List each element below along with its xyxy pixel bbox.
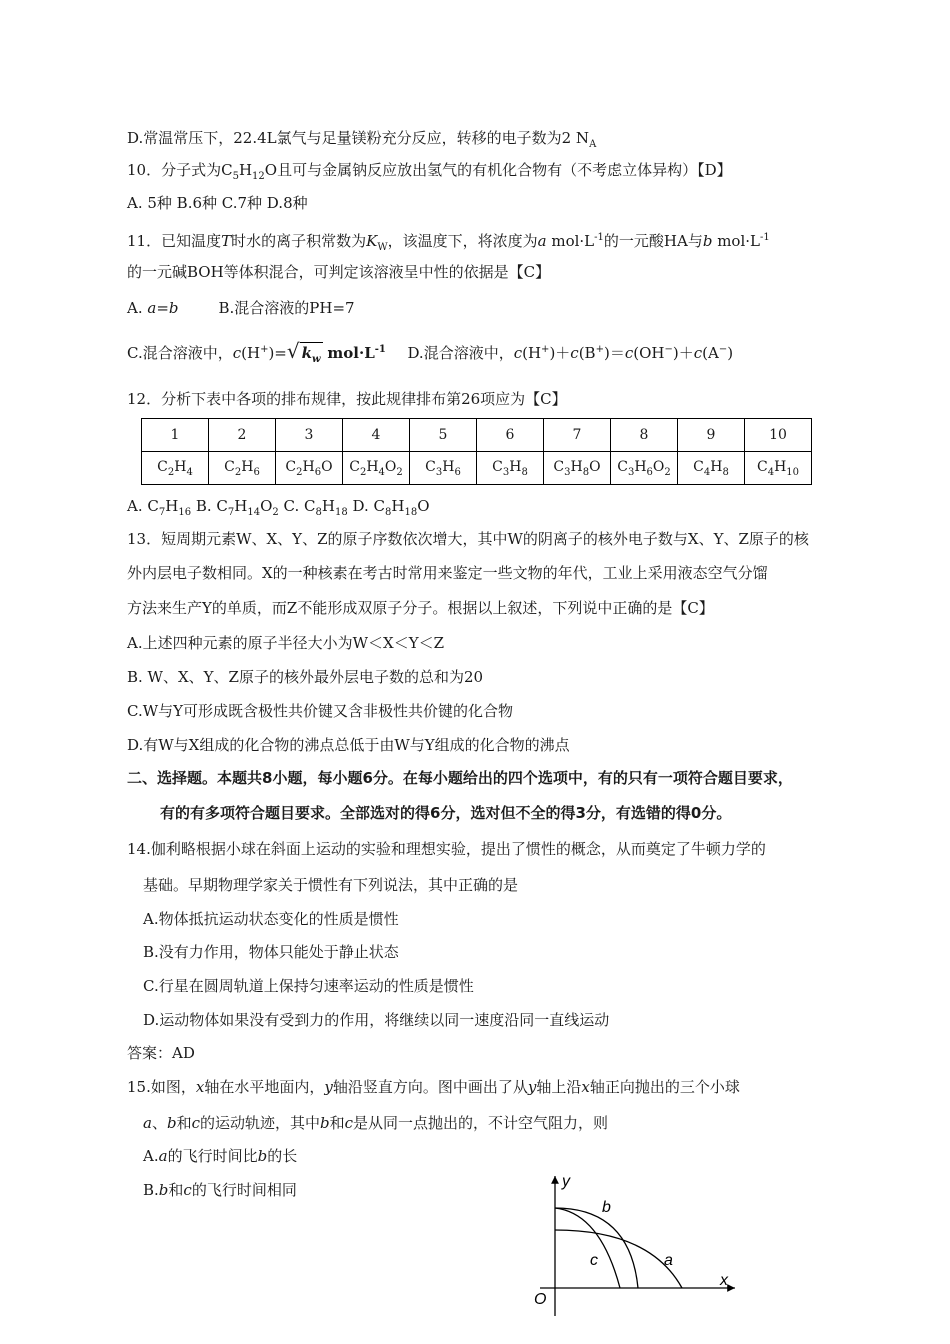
q11-options-ab — [127, 298, 355, 318]
q11-c4: c — [624, 344, 634, 362]
q15-l2-d: 和 — [329, 1114, 345, 1132]
element-symbol: H — [442, 458, 455, 475]
h-symbol: H — [391, 497, 405, 515]
element-count: 3 — [627, 466, 635, 478]
element-symbol: H — [366, 458, 379, 475]
element-count: 4 — [767, 466, 775, 478]
table-cell — [142, 452, 209, 485]
table-cell — [544, 452, 611, 485]
q12-option-h: 16 — [178, 507, 192, 518]
q12-option-label: A. C — [127, 497, 159, 515]
q12-option-c: 7 — [158, 507, 166, 518]
element-count: 4 — [378, 466, 385, 478]
element-symbol: H — [302, 458, 315, 475]
q15-a1: a — [143, 1114, 152, 1132]
q15-opt-a-end: 的长 — [267, 1147, 298, 1165]
q12-option-o: O — [260, 497, 273, 515]
table-header-cell: 9 — [678, 419, 745, 452]
q11-minus-1: − — [664, 344, 673, 355]
q12-option — [278, 497, 348, 518]
q10-c-sub: 5 — [232, 171, 239, 182]
table-header-cell: 4 — [343, 419, 410, 452]
q11-l1-e: 的一元酸HA与 — [603, 232, 703, 250]
table-header-row — [142, 419, 812, 452]
q11-c1: c — [232, 344, 242, 362]
q13-option-d: D.有W与X组成的化合物的沸点总低于由W与Y组成的化合物的沸点 — [127, 736, 570, 754]
q11-d-b: (B — [578, 344, 596, 362]
q15-opt-b-end: 的飞行时间相同 — [191, 1181, 297, 1199]
section2-line2: 有的有多项符合题目要求。全部选对的得6分，选对但不全的得3分，有选错的得0分。 — [160, 804, 732, 822]
table-cell — [678, 452, 745, 485]
q11-kw: K — [366, 232, 378, 250]
q12-option-osub: 2 — [272, 507, 279, 518]
element-count: 2 — [167, 466, 175, 478]
q11-d-eq: )＝ — [603, 344, 625, 362]
q15-b2: b — [320, 1114, 330, 1132]
element-symbol: H — [174, 458, 187, 475]
q11-neg1-c: -1 — [374, 344, 386, 355]
q12-option-label: D. C — [347, 497, 385, 515]
q13-line3: 方法来生产Y的单质，而Z不能形成双原子分子。根据以上叙述，下列说中正确的是【C】 — [127, 599, 714, 617]
q11-neg1-b: -1 — [760, 232, 770, 243]
table-cell — [611, 452, 678, 485]
element-count: 6 — [314, 466, 322, 478]
q10-stem-b: H — [238, 161, 253, 179]
element-count: 2 — [359, 466, 367, 478]
element-symbol: H — [509, 458, 522, 475]
table-cell — [209, 452, 276, 485]
q13-line1: 13．短周期元素W、X、Y、Z的原子序数依次增大，其中W的阴离子的核外电子数与X、Y、Z原子的核 — [127, 530, 809, 548]
q11-t: T — [221, 232, 232, 250]
q12-sequence-table — [141, 418, 812, 485]
q12-option — [347, 497, 430, 518]
q10-options: A. 5种 B.6种 C.7种 D.8种 — [127, 194, 308, 212]
element-symbol: C — [349, 458, 360, 475]
element-symbol: H — [710, 458, 723, 475]
q10-stem — [127, 160, 732, 187]
element-symbol: O — [589, 458, 601, 475]
q15-y1: y — [324, 1078, 333, 1096]
q10-stem-c: O且可与金属钠反应放出氢气的有机化合物有（不考虑立体异构）【D】 — [264, 161, 732, 179]
q11-line2: 的一元碱BOH等体积混合，可判定该溶液呈中性的依据是【C】 — [127, 263, 551, 281]
q11-k: k — [301, 344, 313, 362]
q11-c2: c — [513, 344, 523, 362]
element-count: 6 — [646, 466, 653, 478]
table-header-cell: 3 — [276, 419, 343, 452]
element-symbol: C — [756, 458, 768, 475]
element-symbol: C — [492, 458, 503, 475]
element-symbol: O — [652, 458, 665, 475]
q14-option-d: D.运动物体如果没有受到力的作用，将继续以同一速度沿同一直线运动 — [143, 1011, 610, 1029]
q12-option-h: 18 — [404, 507, 418, 518]
element-symbol: C — [224, 458, 235, 475]
q15-l2-b: 和 — [176, 1114, 192, 1132]
q15-l1-e: 轴正向抛出的三个小球 — [589, 1078, 740, 1096]
q10-stem-a: 10．分子式为C — [127, 161, 233, 179]
table-row — [142, 452, 812, 485]
element-count: 2 — [396, 466, 403, 478]
q12-option-label: B. C — [191, 497, 228, 515]
q11-d-oh: (OH — [633, 344, 665, 362]
q11-opt-d-label: D.混合溶液中， — [407, 344, 514, 362]
table-cell — [276, 452, 343, 485]
q15-opt-b-label: B. — [143, 1181, 159, 1199]
element-count: 8 — [722, 466, 729, 478]
q12-option-c: 8 — [384, 507, 392, 518]
element-count: 3 — [564, 466, 571, 478]
element-count: 3 — [435, 466, 443, 478]
q14-answer: 答案：AD — [127, 1044, 195, 1062]
q12-option — [127, 497, 192, 518]
q11-b: b — [702, 232, 713, 250]
q9-option-d — [127, 128, 596, 155]
label-origin: O — [534, 1291, 547, 1308]
element-count: 8 — [521, 466, 528, 478]
q15-l2-e: 是从同一点抛出的，不计空气阻力，则 — [353, 1114, 609, 1132]
q11-mol: mol·L — [327, 344, 375, 362]
element-symbol: C — [425, 458, 436, 475]
element-symbol: C — [553, 458, 565, 475]
q11-l1-c: ，该温度下，将浓度为 — [387, 232, 538, 250]
q11-plus-1: + — [260, 344, 269, 355]
element-count: 3 — [502, 466, 510, 478]
q11-line1 — [127, 228, 770, 258]
q11-d-a: (A — [702, 344, 719, 362]
q11-c3: c — [570, 344, 579, 362]
q11-minus-2: − — [718, 344, 728, 355]
h-symbol: H — [321, 497, 335, 515]
q15-l1-b: 轴在水平地面内， — [204, 1078, 325, 1096]
element-symbol: H — [570, 458, 583, 475]
table-header-cell: 7 — [544, 419, 611, 452]
q12-option-label: C. C — [278, 497, 316, 515]
projectile-trajectory-figure — [530, 1168, 745, 1318]
q15-option-b — [143, 1180, 297, 1200]
label-c: c — [590, 1252, 598, 1269]
q11-opt-a-label: A. — [127, 299, 148, 317]
table-cell — [343, 452, 410, 485]
q11-d-h: (H — [522, 344, 542, 362]
element-symbol: H — [774, 458, 787, 475]
element-symbol: O — [321, 458, 333, 475]
q12-option-o: O — [417, 497, 430, 515]
q11-kw2-sub: w — [312, 354, 321, 365]
h-symbol: H — [234, 497, 248, 515]
element-count: 2 — [664, 466, 671, 478]
element-count: 10 — [786, 466, 800, 478]
q11-d-close: ) — [727, 344, 734, 362]
q9-na-sub: A — [589, 139, 597, 150]
q15-line2 — [143, 1113, 608, 1133]
element-symbol: C — [157, 458, 168, 475]
q11-l1-a: 11．已知温度 — [127, 232, 222, 250]
element-count: 2 — [234, 466, 242, 478]
q12-options — [127, 496, 430, 523]
q11-opt-a-eq: a=b — [147, 299, 179, 317]
q10-h-sub: 12 — [252, 171, 265, 182]
q15-b3: b — [257, 1147, 268, 1165]
element-symbol: H — [241, 458, 254, 475]
element-count: 4 — [186, 466, 193, 478]
q15-x1: x — [195, 1078, 205, 1096]
q11-l1-d: mol·L — [546, 232, 595, 250]
label-x: x — [720, 1272, 728, 1289]
q15-opt-b-mid: 和 — [168, 1181, 184, 1199]
q12-option-c: 7 — [227, 507, 235, 518]
q11-plus-3: + — [595, 344, 604, 355]
element-count: 4 — [703, 466, 711, 478]
trajectory-a — [555, 1230, 682, 1288]
table-header-cell: 8 — [611, 419, 678, 452]
element-symbol: O — [384, 458, 397, 475]
q11-opt-b: B.混合溶液的PH=7 — [218, 299, 355, 317]
q15-l1-d: 轴上沿 — [536, 1078, 582, 1096]
q15-l1-c: 轴沿竖直方向。图中画出了从 — [332, 1078, 528, 1096]
section2-line1: 二、选择题。本题共8小题，每小题6分。在每小题给出的四个选项中，有的只有一项符合题目要求， — [127, 769, 793, 787]
table-cell — [410, 452, 477, 485]
q14-line2: 基础。早期物理学家关于惯性有下列说法，其中正确的是 — [143, 876, 519, 894]
q12-option-h: 18 — [334, 507, 348, 518]
q11-l1-f: mol·L — [712, 232, 760, 250]
table-header-cell: 2 — [209, 419, 276, 452]
q13-option-b: B. W、X、Y、Z原子的核外最外层电子数的总和为20 — [127, 668, 484, 686]
q15-option-a — [143, 1146, 297, 1166]
q15-l2-a: 、 — [151, 1114, 167, 1132]
q11-c5: c — [693, 344, 703, 362]
q12-stem: 12．分析下表中各项的排布规律，按此规律排布第26项应为【C】 — [127, 390, 567, 408]
q9-option-d-text: D.常温常压下，22.4L氯气与足量镁粉充分反应，转移的电子数为2 N — [127, 129, 590, 147]
table-header-cell: 10 — [745, 419, 812, 452]
label-y: y — [562, 1173, 570, 1190]
q11-d-plus2: )＋ — [672, 344, 694, 362]
q15-c3: c — [183, 1181, 192, 1199]
q15-a2: a — [158, 1147, 168, 1165]
table-cell — [477, 452, 544, 485]
element-count: 6 — [454, 466, 461, 478]
q15-opt-a-label: A. — [143, 1147, 159, 1165]
element-symbol: H — [634, 458, 647, 475]
element-count: 6 — [253, 466, 260, 478]
q15-x2: x — [581, 1078, 590, 1096]
q11-neg1-a: -1 — [594, 232, 604, 243]
element-symbol: C — [617, 458, 628, 475]
q11-a: a — [537, 232, 547, 250]
trajectory-c — [555, 1208, 620, 1288]
q11-d-plus: )＋ — [549, 344, 571, 362]
q15-c2: c — [344, 1114, 354, 1132]
q13-option-c: C.W与Y可形成既含极性共价键又含非极性共价键的化合物 — [127, 702, 514, 720]
q15-y2: y — [527, 1078, 537, 1096]
q14-line1: 14.伽利略根据小球在斜面上运动的实验和理想实验，提出了惯性的概念，从而奠定了牛顿力学的 — [127, 840, 766, 858]
element-symbol: C — [693, 458, 704, 475]
q13-line2: 外内层电子数相同。X的一种核素在考古时常用来鉴定一些文物的年代，工业上采用液态空气分馏 — [127, 564, 768, 582]
element-count: 8 — [582, 466, 590, 478]
q11-l1-b: 时水的离子积常数为 — [231, 232, 367, 250]
q15-b1: b — [166, 1114, 177, 1132]
label-b: b — [602, 1199, 611, 1216]
q11-options-cd — [127, 340, 733, 370]
element-count: 2 — [296, 466, 303, 478]
sqrt-icon: √ $k_w$ — [287, 341, 323, 370]
q14-option-a: A.物体抵抗运动状态变化的性质是惯性 — [143, 910, 399, 928]
q11-kw-sub: W — [377, 242, 388, 253]
q11-opt-c-label: C.混合溶液中， — [127, 344, 233, 362]
table-header-cell: 6 — [477, 419, 544, 452]
q15-c1: c — [191, 1114, 200, 1132]
q12-option — [191, 497, 279, 518]
table-cell — [745, 452, 812, 485]
q15-b4: b — [158, 1181, 169, 1199]
q11-plus-2: + — [541, 344, 550, 355]
table-header-cell: 5 — [410, 419, 477, 452]
q15-l1-a: 15.如图， — [127, 1078, 196, 1096]
q13-option-a: A.上述四种元素的原子半径大小为W＜X＜Y＜Z — [127, 634, 445, 652]
q15-opt-a-mid: 的飞行时间比 — [167, 1147, 258, 1165]
h-symbol: H — [165, 497, 179, 515]
trajectory-b — [555, 1208, 638, 1288]
table-header-cell: 1 — [142, 419, 209, 452]
q11-opt-c-h: (H — [241, 344, 261, 362]
q14-option-b: B.没有力作用，物体只能处于静止状态 — [143, 943, 399, 961]
q15-line1 — [127, 1077, 740, 1097]
label-a: a — [664, 1252, 673, 1269]
q15-l2-c: 的运动轨迹，其中 — [200, 1114, 321, 1132]
q12-option-c: 8 — [315, 507, 322, 518]
q14-option-c: C.行星在圆周轨道上保持匀速率运动的性质是惯性 — [143, 977, 474, 995]
q11-opt-c-eq: )= — [268, 344, 287, 362]
q12-option-h: 14 — [247, 507, 261, 518]
element-symbol: C — [285, 458, 297, 475]
